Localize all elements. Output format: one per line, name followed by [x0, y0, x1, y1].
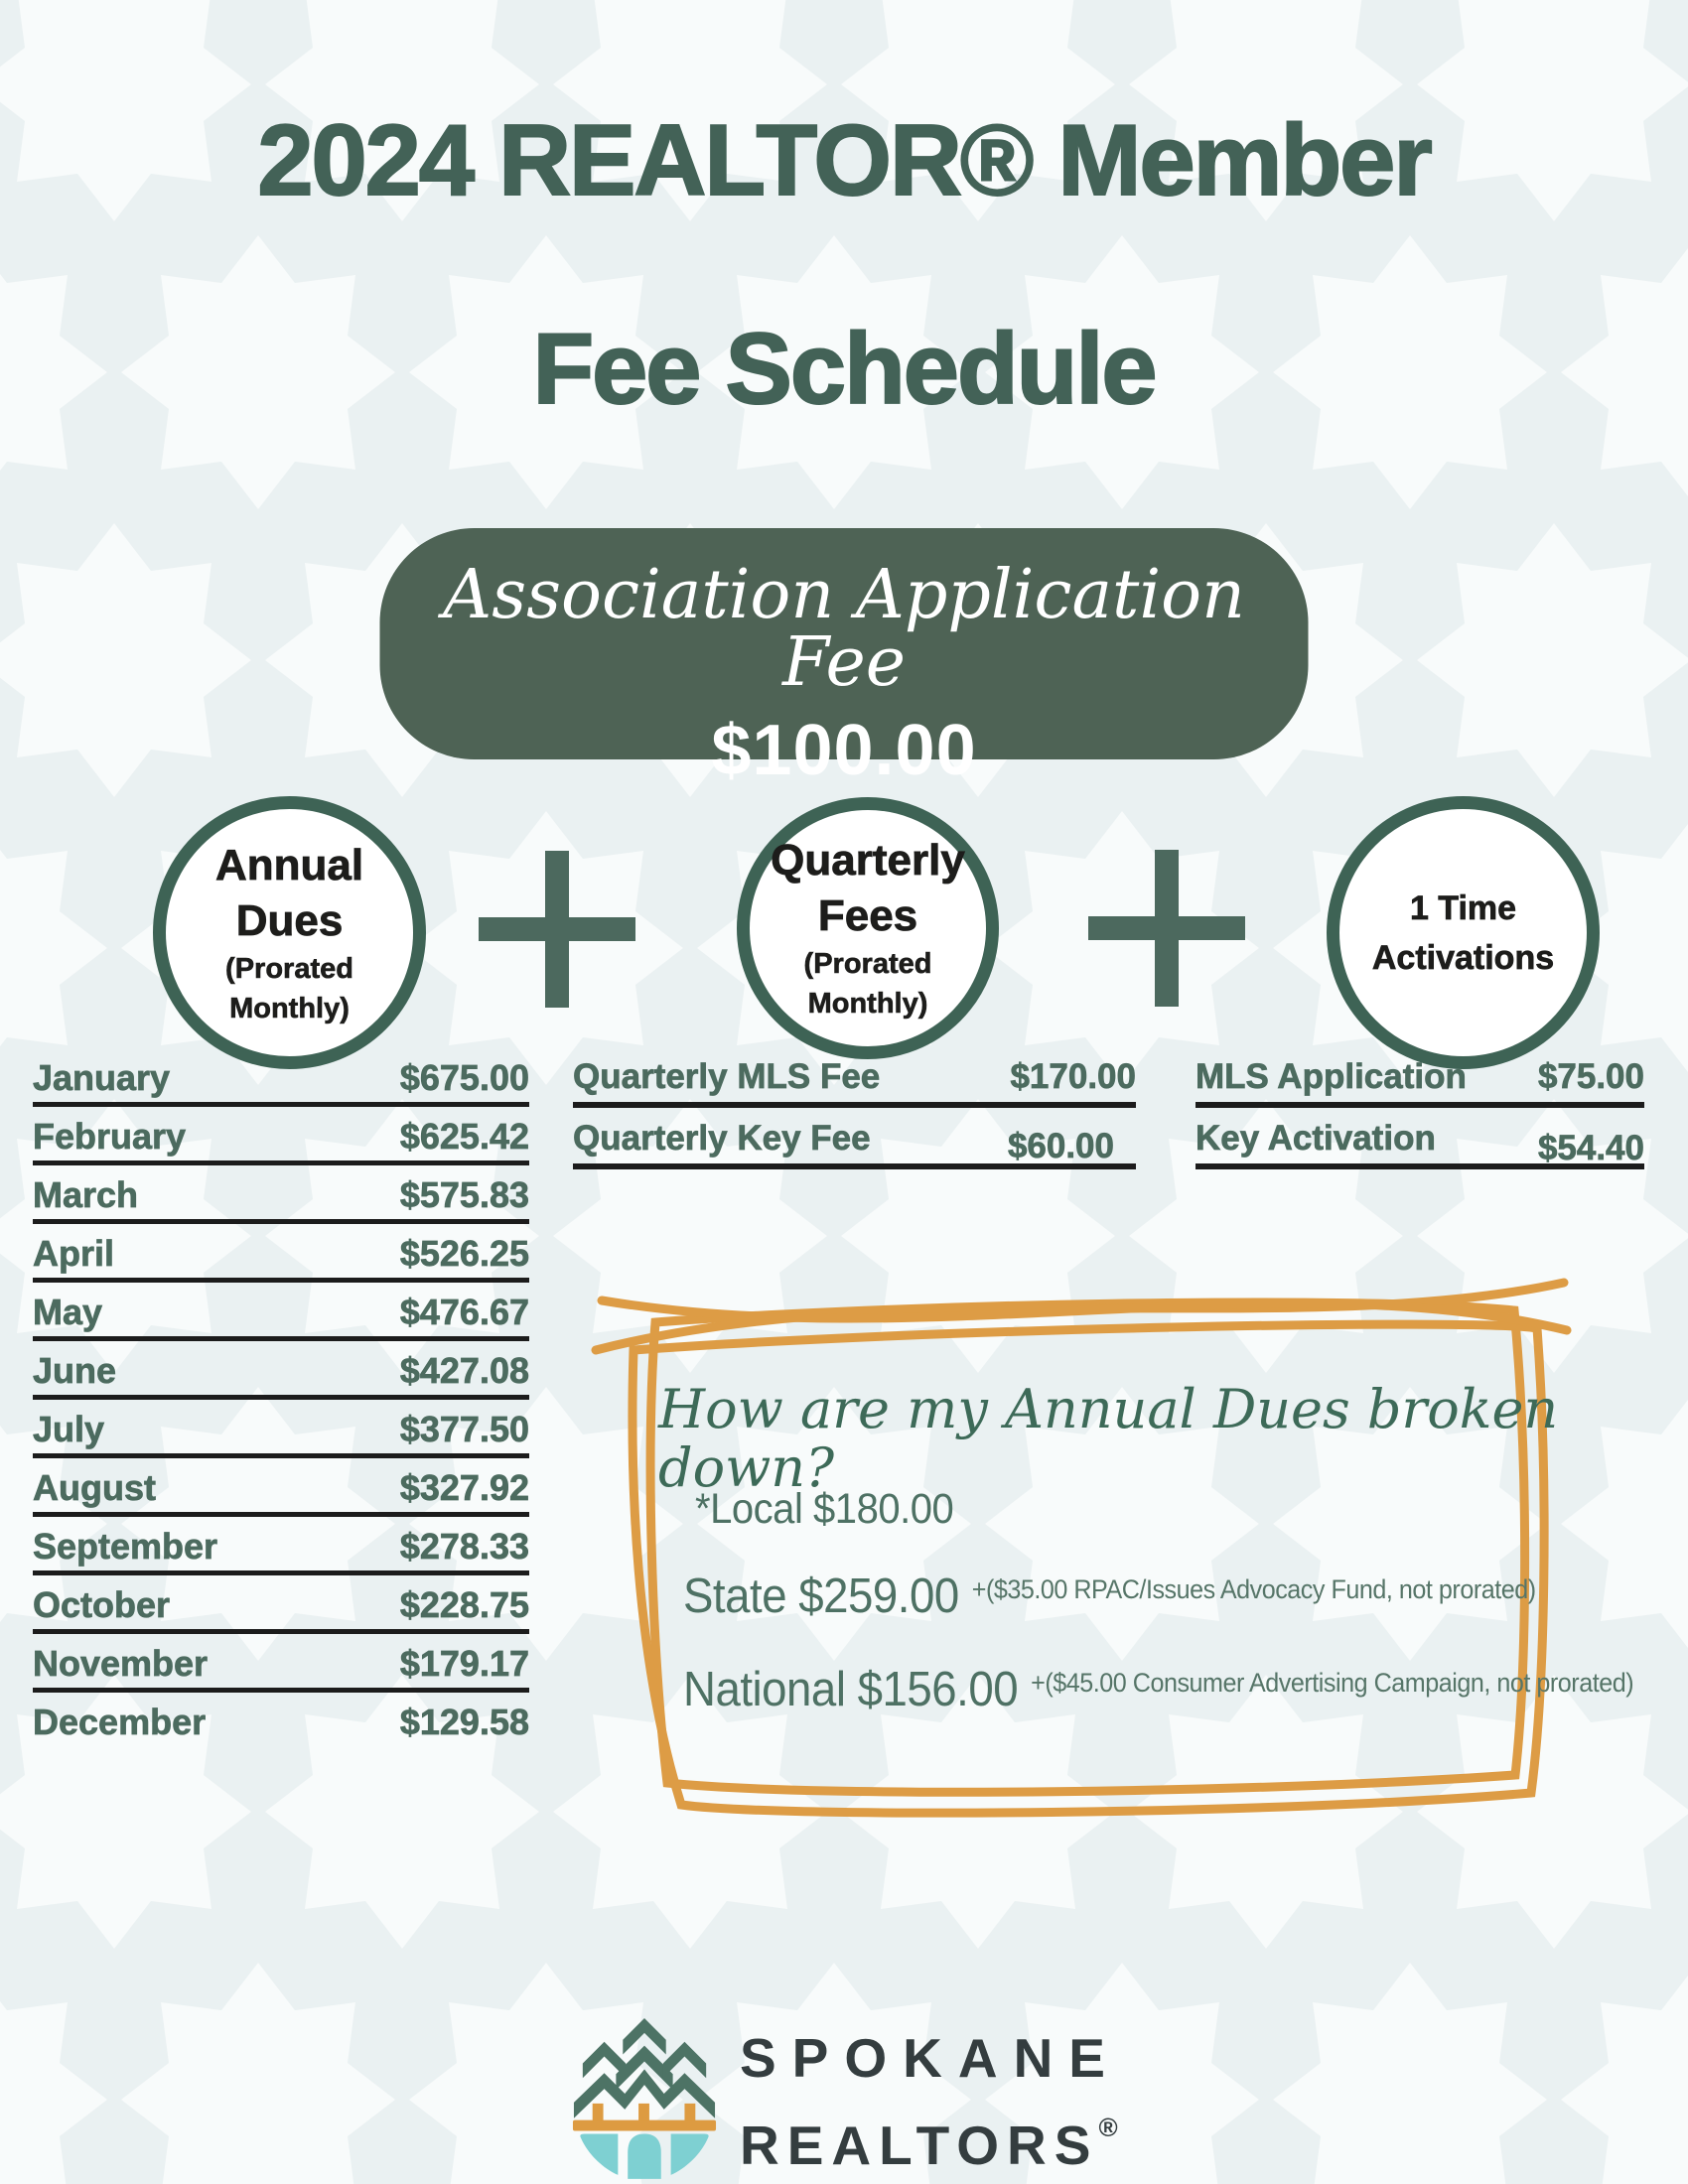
logo-line2 — [740, 2093, 1121, 2180]
table-row — [573, 1116, 1136, 1169]
table-row — [1196, 1116, 1644, 1169]
table-row — [33, 1464, 529, 1517]
month-label: December — [33, 1702, 207, 1742]
logo-line2-text: REALTORS — [740, 2115, 1099, 2176]
bridge-trees-icon — [571, 2011, 718, 2180]
page-title-line1: 2024 REALTOR® Member — [257, 105, 1431, 216]
month-label: November — [33, 1643, 209, 1684]
month-amount: $675.00 — [399, 1057, 529, 1098]
circle-text: Monthly) — [807, 988, 928, 1020]
table-row — [33, 1347, 529, 1400]
circle-text: Monthly) — [229, 992, 350, 1024]
breakdown-national-amount: National $156.00 — [683, 1663, 1019, 1716]
month-label: September — [33, 1526, 218, 1567]
circle-text: Annual — [214, 840, 364, 889]
breakdown-state — [683, 1569, 1536, 1624]
month-label: July — [33, 1409, 105, 1449]
application-fee-amount: $100.00 — [711, 711, 977, 790]
application-fee-banner — [380, 528, 1309, 790]
breakdown-state-amount: State $259.00 — [683, 1570, 959, 1623]
month-amount: $228.75 — [399, 1584, 529, 1625]
month-amount: $625.42 — [399, 1116, 529, 1157]
breakdown-local — [695, 1485, 953, 1534]
month-amount: $526.25 — [399, 1233, 529, 1274]
fee-amount: $60.00 — [1007, 1127, 1114, 1165]
fee-label: Key Activation — [1196, 1119, 1436, 1158]
breakdown-national — [683, 1662, 1633, 1717]
month-label: March — [33, 1174, 139, 1215]
table-row — [1196, 1054, 1644, 1108]
quarterly-fees-table — [573, 1054, 1136, 1177]
spokane-realtors-logo — [571, 2011, 1121, 2180]
table-row — [33, 1523, 529, 1575]
month-amount: $476.67 — [399, 1292, 529, 1332]
month-amount: $129.58 — [399, 1702, 529, 1742]
month-label: October — [33, 1584, 171, 1625]
table-row — [33, 1171, 529, 1224]
hand-drawn-frame — [586, 1231, 1579, 1846]
table-row — [33, 1406, 529, 1458]
table-row — [33, 1289, 529, 1341]
table-row — [33, 1581, 529, 1634]
breakdown-state-note: +($35.00 RPAC/Issues Advocacy Fund, not prorated) — [971, 1574, 1536, 1604]
fee-amount: $75.00 — [1537, 1057, 1644, 1096]
month-label: January — [33, 1057, 171, 1098]
circle-text: (Prorated — [225, 952, 353, 985]
table-row — [33, 1699, 529, 1746]
table-row — [573, 1054, 1136, 1108]
month-label: February — [33, 1116, 187, 1157]
fee-amount: $170.00 — [1010, 1057, 1136, 1096]
quarterly-fees-circle — [737, 797, 999, 1059]
circle-text: Quarterly — [771, 836, 965, 885]
table-row — [33, 1113, 529, 1165]
application-fee-label: Association Application Fee — [443, 556, 1245, 702]
logo-line1: SPOKANE — [740, 2027, 1121, 2089]
plus-icon — [1088, 850, 1245, 1007]
month-label: April — [33, 1233, 115, 1274]
month-amount: $179.17 — [399, 1643, 529, 1684]
circle-text: Dues — [235, 895, 344, 945]
one-time-activations-circle — [1327, 796, 1600, 1069]
annual-dues-circle — [153, 796, 426, 1069]
fee-label: Quarterly Key Fee — [573, 1119, 871, 1158]
table-row — [33, 1230, 529, 1283]
month-amount: $377.50 — [399, 1409, 529, 1449]
circle-text: Fees — [817, 891, 918, 940]
plus-icon — [479, 851, 635, 1008]
breakdown-title: How are my Annual Dues broken down? — [658, 1378, 1559, 1500]
page-title-line2: Fee Schedule — [532, 314, 1156, 425]
fee-label: MLS Application — [1196, 1057, 1467, 1096]
logo-wordmark — [740, 2023, 1121, 2180]
month-amount: $327.92 — [399, 1467, 529, 1508]
registered-trademark-icon: ® — [1098, 2113, 1118, 2142]
breakdown-national-note: +($45.00 Consumer Advertising Campaign, not prorated) — [1031, 1668, 1634, 1698]
month-amount: $278.33 — [399, 1526, 529, 1567]
circle-text: (Prorated — [803, 948, 932, 980]
one-time-fees-table — [1196, 1054, 1644, 1177]
table-row — [33, 1054, 529, 1107]
circle-text: 1 Time — [1409, 888, 1517, 927]
month-amount: $575.83 — [399, 1174, 529, 1215]
breakdown-local-amount: *Local $180.00 — [695, 1485, 954, 1533]
fee-amount: $54.40 — [1537, 1129, 1644, 1167]
month-label: May — [33, 1292, 103, 1332]
month-label: August — [33, 1467, 156, 1508]
circle-text: Activations — [1371, 938, 1555, 977]
month-label: June — [33, 1350, 117, 1391]
table-row — [33, 1640, 529, 1693]
fee-label: Quarterly MLS Fee — [573, 1057, 881, 1096]
month-amount: $427.08 — [399, 1350, 529, 1391]
monthly-dues-table — [33, 1054, 529, 1752]
